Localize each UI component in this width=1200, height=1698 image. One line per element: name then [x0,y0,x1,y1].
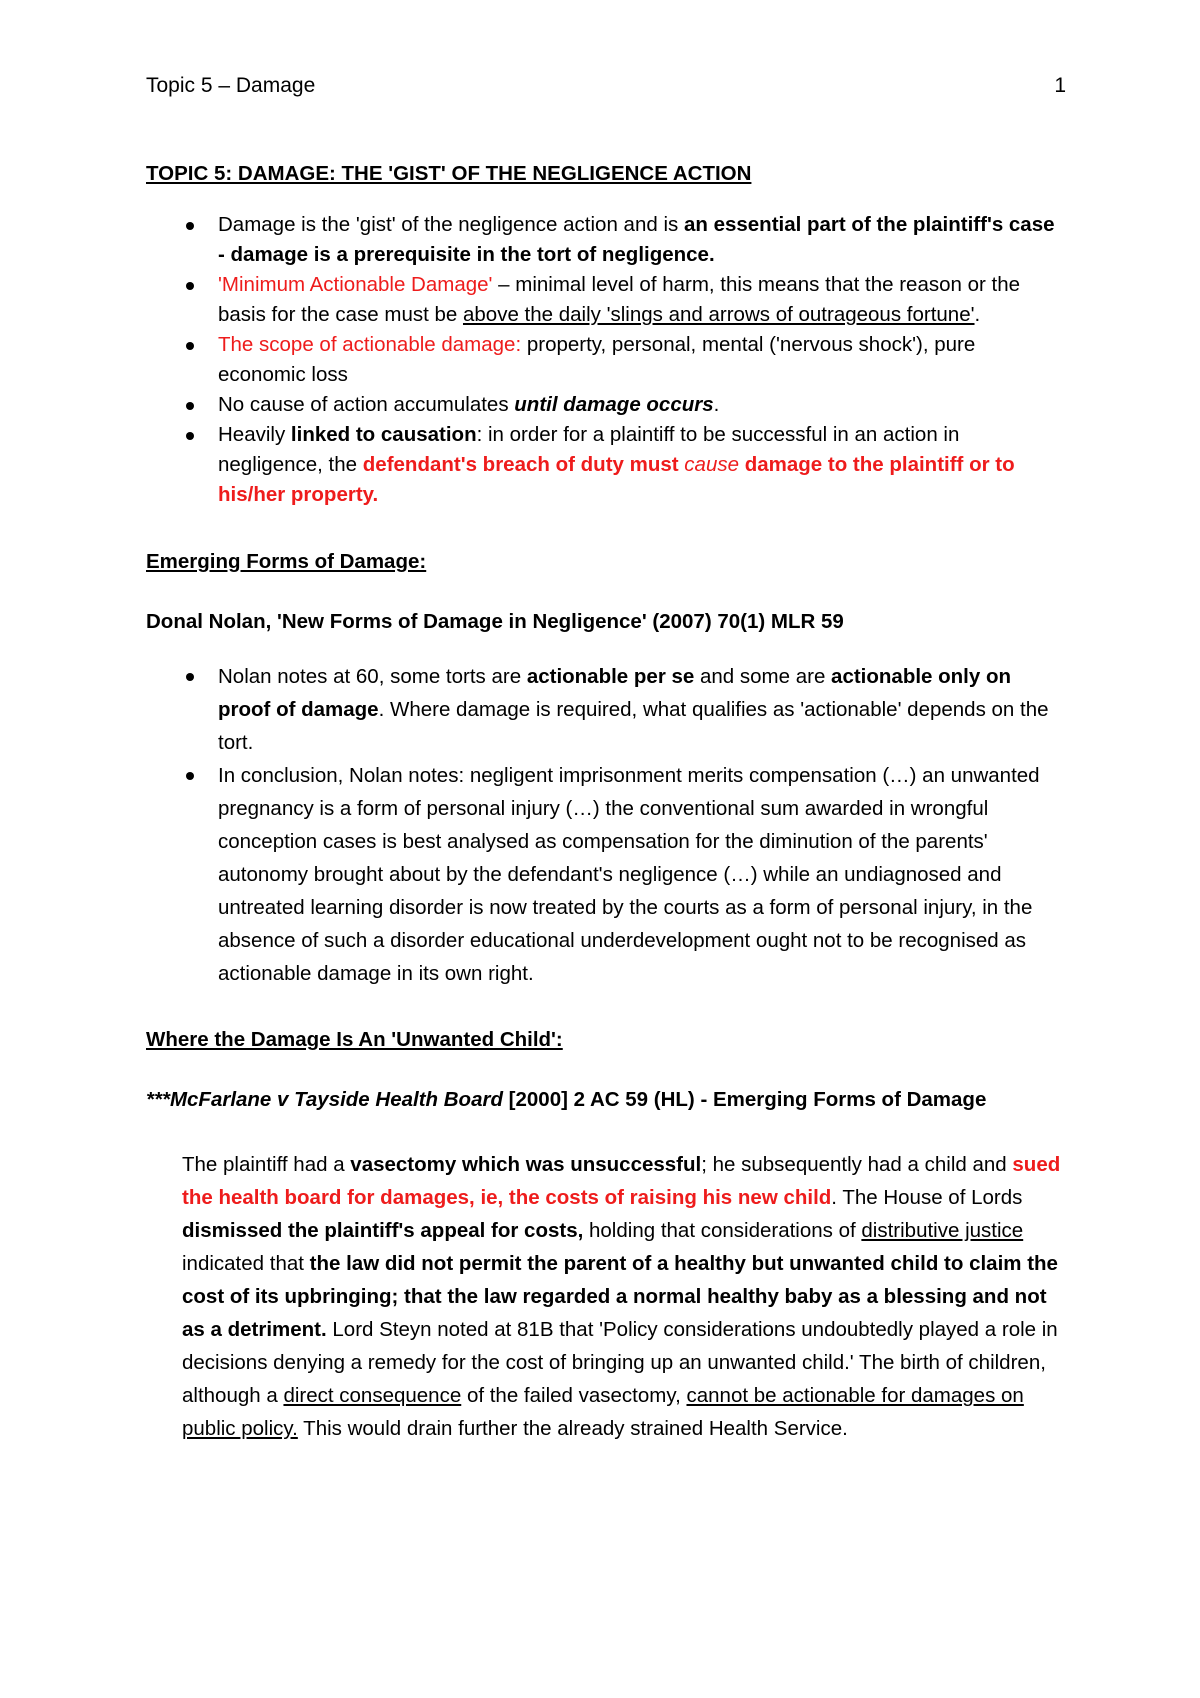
bullet-text: Heavily [218,423,291,446]
bullet-icon [186,222,194,230]
para-underlined-text: direct consequence [283,1384,462,1407]
bullet-bold-text: linked to causation [290,423,477,446]
para-text: This would drain further the already strained Health Service. [297,1417,848,1440]
bullet-red-text: damage to the plaintiff or to his/her property. [218,453,1015,506]
bullet-bold-text: actionable per se [526,665,695,688]
bullet-red-italic-text: cause [684,453,740,476]
case-stars: *** [146,1088,170,1111]
case-heading [146,1088,1066,1112]
bullet-bold-text: an essential part of the plaintiff's case - damage is a prerequisite in the tort of negligence. [218,213,1055,266]
para-bold-text: vasectomy which was unsuccessful [350,1153,702,1176]
bullet-text: property, personal, mental ('nervous shock'), pure economic loss [218,333,976,386]
bullet-icon [186,432,194,440]
bullet-red-text: defendant's breach of duty must [362,453,685,476]
list-item [146,390,1066,420]
para-text: of the failed vasectomy, [461,1384,687,1407]
bullet-text: . [974,303,981,326]
bullet-red-text: The scope of actionable damage: [218,333,522,356]
para-text: ; he subsequently had a child and [701,1153,1013,1176]
para-text: . The House of Lords [831,1186,1023,1209]
case-citation: [2000] 2 AC 59 (HL) - Emerging Forms of Damage [502,1088,987,1111]
nolan-reference: Donal Nolan, 'New Forms of Damage in Negligence' (2007) 70(1) MLR 59 [146,610,844,633]
bullet-icon [186,772,194,780]
para-text: holding that considerations of [583,1219,862,1242]
bullet-icon [186,402,194,410]
unwanted-child-heading: Where the Damage Is An 'Unwanted Child': [146,1028,563,1051]
para-underlined-text: distributive justice [861,1219,1024,1242]
document-body [146,162,1066,1466]
list-item [146,759,1066,990]
list-item [146,210,1066,270]
list-item [146,660,1066,759]
bullet-text: – minimal level of harm, this means that the reason or the basis for the case must be [218,273,1021,326]
bullet-icon [186,342,194,350]
bullet-bold-text: actionable only on proof of damage [218,665,1012,721]
nolan-bullet-list [146,660,1066,990]
para-text: The plaintiff had a [182,1153,351,1176]
bullet-text: . [713,393,720,416]
list-item [146,270,1066,330]
para-bold-text: the law did not permit the parent of a healthy but unwanted child to claim the cost of its upbringing; that the law regarded a normal healthy baby as a blessing and not as a detriment. [182,1252,1058,1341]
bullet-text: No cause of action accumulates [218,393,515,416]
bullet-underlined-text: above the daily 'slings and arrows of outrageous fortune' [462,303,975,326]
page-number: 1 [1054,74,1066,97]
list-item [146,420,1066,510]
emerging-forms-heading: Emerging Forms of Damage: [146,550,427,573]
intro-bullet-list [146,210,1066,510]
para-text: Lord Steyn noted at 81B that 'Policy considerations undoubtedly played a role in decisions denying a remedy for the cost of bringing up an unwanted child.' The birth of children, although a [182,1318,1058,1407]
bullet-red-text: 'Minimum Actionable Damage' [218,273,493,296]
para-red-text: sued the health board for damages, ie, the costs of raising his new child [182,1153,1061,1209]
list-item [146,330,1066,390]
bullet-emphasis-text: until damage occurs [514,393,714,416]
topic-heading: TOPIC 5: DAMAGE: THE 'GIST' OF THE NEGLIGENCE ACTION [146,162,752,185]
bullet-text: : in order for a plaintiff to be successful in an action in negligence, the [218,423,960,476]
para-text: indicated that [182,1252,310,1275]
page-header [146,74,1066,98]
case-name: McFarlane v Tayside Health Board [169,1088,503,1111]
bullet-text: Nolan notes at 60, some torts are [218,665,527,688]
bullet-text: In conclusion, Nolan notes: negligent imprisonment merits compensation (…) an unwanted pregnancy is a form of personal injury (…) the conventional sum awarded in wrongful conception cases is best analysed as compensation for the diminution of the parents' autonomy brought about by the defendant's negligence (…) while an undiagnosed and untreated learning disorder is now treated by the courts as a form of personal injury, in the absence of such a disorder educational underdevelopment ought not to be recognised as actionable damage in its own right. [218,764,1040,985]
para-underlined-text: cannot be actionable for damages on public policy. [182,1384,1024,1440]
para-bold-text: dismissed the plaintiff's appeal for costs, [182,1219,584,1242]
bullet-text: Damage is the 'gist' of the negligence action and is [218,213,684,236]
header-title: Topic 5 – Damage [146,74,316,97]
bullet-text: and some are [694,665,832,688]
bullet-icon [186,282,194,290]
bullet-icon [186,673,194,681]
case-summary-paragraph [146,1148,1066,1445]
bullet-text: . Where damage is required, what qualifies as 'actionable' depends on the tort. [218,698,1049,754]
